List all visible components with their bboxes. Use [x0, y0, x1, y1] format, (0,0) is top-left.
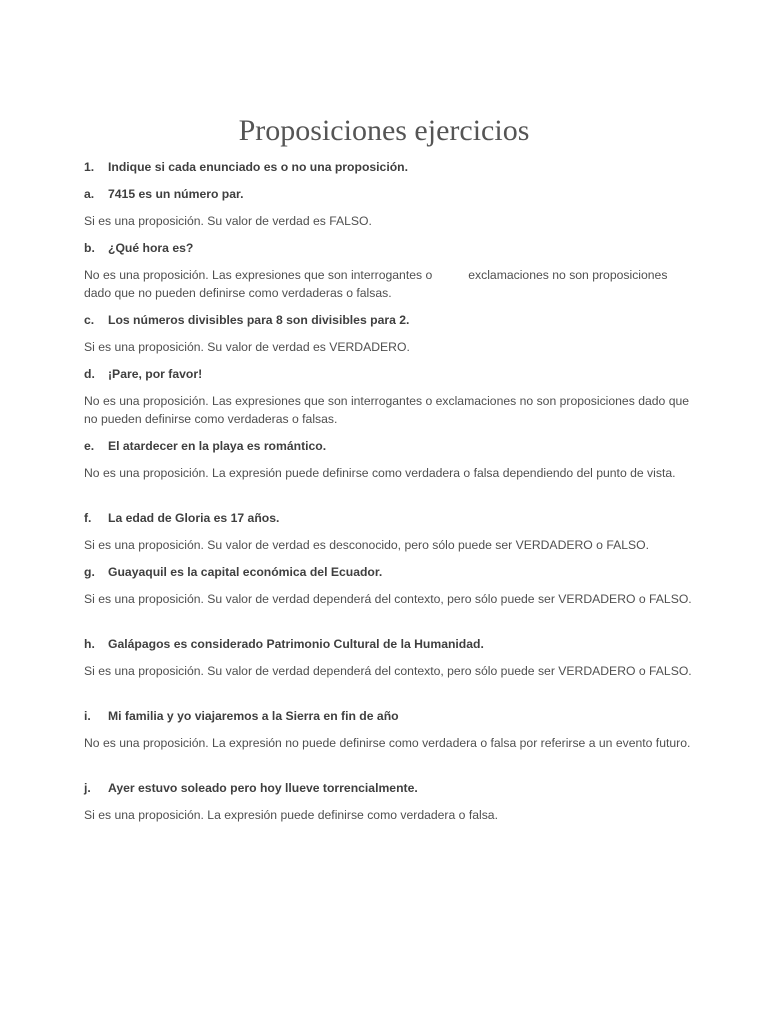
document-body	[84, 158, 694, 833]
exercise-instruction-text: Indique si cada enunciado es o no una proposición.	[108, 160, 408, 174]
statement-text: ¡Pare, por favor!	[108, 367, 203, 381]
answer-b-part2: exclamaciones no son proposiciones dado que no pueden definirse como verdaderas o falsas.	[84, 268, 668, 300]
statement-label: g.	[84, 565, 95, 579]
answer-b-part1: No es una proposición. Las expresiones que son interrogantes o	[84, 268, 433, 282]
statement-label: a.	[84, 187, 95, 201]
statement-b	[84, 239, 694, 266]
statement-i	[84, 707, 694, 734]
statement-text: Los números divisibles para 8 son divisibles para 2.	[108, 313, 410, 327]
statement-text: Mi familia y yo viajaremos a la Sierra en fin de año	[108, 709, 399, 723]
page-title: Proposiciones ejercicios	[238, 114, 530, 147]
statement-label: d.	[84, 367, 95, 381]
statement-text: 7415 es un número par.	[108, 187, 244, 201]
statement-g	[84, 563, 694, 590]
answer-h: Si es una proposición. Su valor de verdad dependerá del contexto, pero sólo puede ser VERDADERO o FALSO.	[84, 664, 692, 678]
answer-c: Si es una proposición. Su valor de verdad es VERDADERO.	[84, 340, 410, 354]
statement-e	[84, 437, 694, 464]
answer-d: No es una proposición. Las expresiones que son interrogantes o exclamaciones no son proposiciones dado que no pueden definirse como verdaderas o falsas.	[84, 394, 690, 426]
statement-h	[84, 635, 694, 662]
answer-e: No es una proposición. La expresión puede definirse como verdadera o falsa dependiendo del punto de vista.	[84, 466, 676, 480]
statement-label: b.	[84, 241, 95, 255]
statement-label: e.	[84, 439, 95, 453]
statement-text: Guayaquil es la capital económica del Ecuador.	[108, 565, 383, 579]
exercise-number: 1.	[84, 160, 95, 174]
answer-i: No es una proposición. La expresión no puede definirse como verdadera o falsa por referirse a un evento futuro.	[84, 736, 691, 750]
exercise-instruction	[84, 158, 694, 185]
answer-j: Si es una proposición. La expresión puede definirse como verdadera o falsa.	[84, 808, 498, 822]
statement-c	[84, 311, 694, 338]
statement-label: c.	[84, 313, 95, 327]
statement-text: Galápagos es considerado Patrimonio Cultural de la Humanidad.	[108, 637, 484, 651]
statement-text: Ayer estuvo soleado pero hoy llueve torrencialmente.	[108, 781, 418, 795]
statement-label: h.	[84, 637, 95, 651]
statement-text: ¿Qué hora es?	[108, 241, 194, 255]
answer-f: Si es una proposición. Su valor de verdad es desconocido, pero sólo puede ser VERDADERO o FALSO.	[84, 538, 649, 552]
statement-text: El atardecer en la playa es romántico.	[108, 439, 327, 453]
statement-label: j.	[84, 781, 91, 795]
statement-f	[84, 509, 694, 536]
statement-label: f.	[84, 511, 92, 525]
answer-g: Si es una proposición. Su valor de verdad dependerá del contexto, pero sólo puede ser VERDADERO o FALSO.	[84, 592, 692, 606]
statement-text: La edad de Gloria es 17 años.	[108, 511, 280, 525]
answer-b	[84, 266, 694, 311]
statement-label: i.	[84, 709, 91, 723]
statement-d	[84, 365, 694, 392]
statement-j	[84, 779, 694, 806]
statement-a	[84, 185, 694, 212]
answer-a: Si es una proposición. Su valor de verdad es FALSO.	[84, 214, 372, 228]
